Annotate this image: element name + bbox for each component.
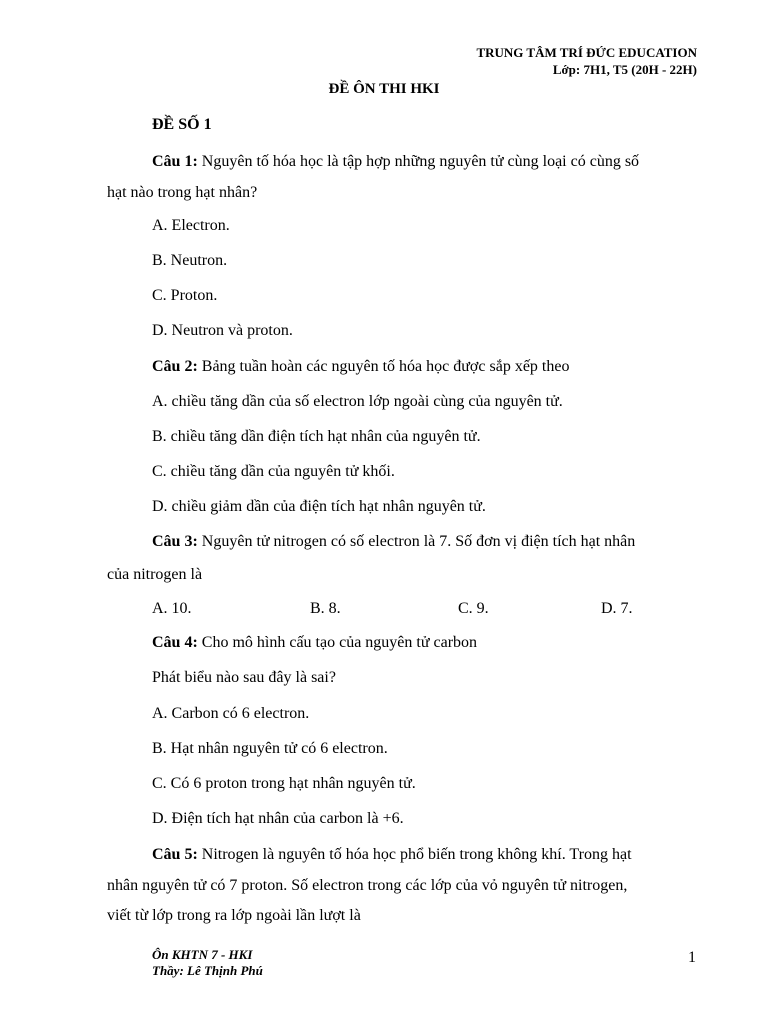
- header-class-info: Lớp: 7H1, T5 (20H - 22H): [552, 62, 697, 77]
- question-label: Câu 2:: [152, 358, 198, 375]
- footer-teacher: Thầy: Lê Thịnh Phú: [152, 963, 263, 978]
- footer-subject: Ôn KHTN 7 - HKI: [152, 947, 253, 962]
- question-5-cont-2: viết từ lớp trong ra lớp ngoài lần lượt là: [107, 907, 361, 924]
- question-5-cont-1: nhân nguyên tử có 7 proton. Số electron trong các lớp của vỏ nguyên tử nitrogen,: [107, 877, 628, 894]
- document-title: ĐỀ ÔN THI HKI: [328, 81, 440, 97]
- q2-option-d: D. chiều giảm dần của điện tích hạt nhân nguyên tử.: [152, 498, 486, 515]
- question-text: Bảng tuần hoàn các nguyên tố hóa học được sắp xếp theo: [197, 358, 570, 375]
- question-label: Câu 3:: [152, 533, 198, 550]
- question-1-cont: hạt nào trong hạt nhân?: [107, 184, 258, 201]
- question-2: [152, 357, 569, 377]
- question-1: [152, 152, 697, 172]
- question-3: [152, 532, 635, 552]
- question-text: Cho mô hình cấu tạo của nguyên tử carbon: [197, 634, 478, 651]
- question-label: Câu 4:: [152, 634, 198, 651]
- header-center-name: TRUNG TÂM TRÍ ĐỨC EDUCATION: [476, 45, 697, 60]
- q2-option-c: C. chiều tăng dần của nguyên tử khối.: [152, 463, 395, 480]
- question-text: Nitrogen là nguyên tố hóa học phổ biến trong không khí. Trong hạt: [197, 846, 632, 863]
- q1-option-a: A. Electron.: [152, 217, 230, 234]
- q2-option-b: B. chiều tăng dần điện tích hạt nhân của nguyên tử.: [152, 428, 481, 445]
- q1-option-d: D. Neutron và proton.: [152, 322, 293, 339]
- exam-number: ĐỀ SỐ 1: [152, 116, 212, 133]
- q2-option-a: A. chiều tăng dần của số electron lớp ngoài cùng của nguyên tử.: [152, 393, 563, 410]
- q3-option-d: D. 7.: [601, 600, 633, 617]
- question-4-sub: Phát biểu nào sau đây là sai?: [152, 669, 336, 686]
- question-3-cont: của nitrogen là: [107, 566, 203, 583]
- q1-option-b: B. Neutron.: [152, 252, 228, 269]
- q4-option-b: B. Hạt nhân nguyên tử có 6 electron.: [152, 740, 388, 757]
- q4-option-a: A. Carbon có 6 electron.: [152, 705, 310, 722]
- question-label: Câu 5:: [152, 846, 198, 863]
- question-label: Câu 1:: [152, 153, 198, 170]
- question-4: [152, 633, 477, 653]
- page-number: 1: [688, 949, 696, 966]
- q3-option-a: A. 10.: [152, 600, 192, 617]
- question-5: [152, 845, 632, 865]
- q4-option-d: D. Điện tích hạt nhân của carbon là +6.: [152, 810, 404, 827]
- q4-option-c: C. Có 6 proton trong hạt nhân nguyên tử.: [152, 775, 416, 792]
- q3-option-b: B. 8.: [310, 600, 341, 617]
- q1-option-c: C. Proton.: [152, 287, 218, 304]
- question-text: Nguyên tố hóa học là tập hợp những nguyên tử cùng loại có cùng số: [197, 153, 640, 170]
- q3-option-c: C. 9.: [458, 600, 489, 617]
- question-text: Nguyên tử nitrogen có số electron là 7. Số đơn vị điện tích hạt nhân: [197, 533, 636, 550]
